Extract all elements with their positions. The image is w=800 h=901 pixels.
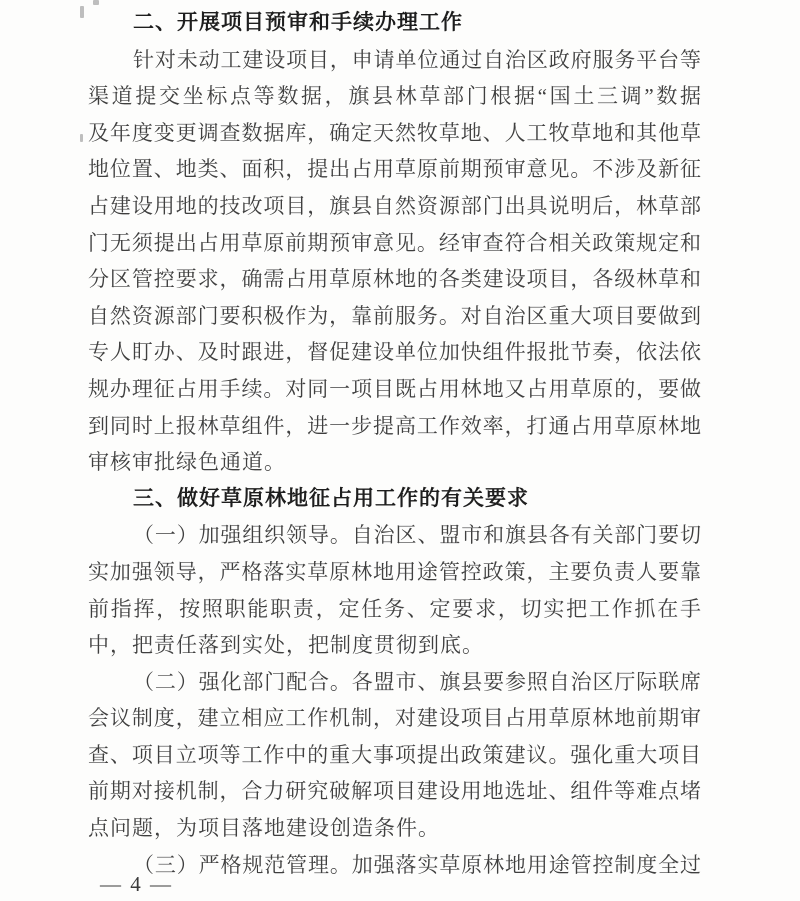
body-text-line: 分区管控要求，确需占用草原林地的各类建设项目，各级林草和 xyxy=(88,267,701,292)
section-heading: 三、做好草原林地征占用工作的有关要求 xyxy=(133,486,529,510)
body-text-line: 查、项目立项等工作中的重大事项提出政策建议。强化重大项目 xyxy=(88,742,701,767)
body-text-line: （一）加强组织领导。自治区、盟市和旗县各有关部门要切 xyxy=(133,523,701,548)
scan-speck xyxy=(80,6,84,18)
body-text-line: 专人盯办、及时跟进，督促建设单位加快组件报批节奏，依法依 xyxy=(88,340,701,365)
body-text-line: 地位置、地类、面积，提出占用草原前期预审意见。不涉及新征 xyxy=(88,157,701,182)
body-text-line: 审核审批绿色通道。 xyxy=(88,450,286,475)
body-text-line: 到同时上报林草组件，进一步提高工作效率，打通占用草原林地 xyxy=(88,413,701,438)
body-text-line: 门无须提出占用草原前期预审意见。经审查符合相关政策规定和 xyxy=(88,230,701,255)
document-body xyxy=(88,5,701,883)
body-text-line: 实加强领导，严格落实草原林地用途管控政策，主要负责人要靠 xyxy=(88,559,701,584)
scan-speck xyxy=(93,0,99,5)
body-text-line: 前期对接机制，合力研究破解项目建设用地选址、组件等难点堵 xyxy=(88,779,701,804)
body-text-line: （三）严格规范管理。加强落实草原林地用途管控制度全过 xyxy=(133,852,701,877)
body-text-line: 及年度变更调查数据库，确定天然牧草地、人工牧草地和其他草 xyxy=(88,120,701,145)
body-text-line: 占建设用地的技改项目，旗县自然资源部门出具说明后，林草部 xyxy=(88,193,701,218)
scan-speck xyxy=(80,134,83,142)
body-text-line: 会议制度，建立相应工作机制，对建设项目占用草原林地前期审 xyxy=(88,706,701,731)
body-text-line: 前指挥，按照职能职责，定任务、定要求，切实把工作抓在手 xyxy=(88,596,701,621)
page-number: — 4 — xyxy=(100,872,173,896)
body-text-line: 中，把责任落到实处，把制度贯彻到底。 xyxy=(88,633,484,658)
body-text-line: 自然资源部门要积极作为，靠前服务。对自治区重大项目要做到 xyxy=(88,303,701,328)
section-heading: 二、开展项目预审和手续办理工作 xyxy=(133,11,463,34)
body-text-line: （二）强化部门配合。各盟市、旗县要参照自治区厅际联席 xyxy=(133,669,701,694)
body-text-line: 点问题，为项目落地建设创造条件。 xyxy=(88,816,440,841)
body-text-line: 针对未动工建设项目，申请单位通过自治区政府服务平台等 xyxy=(133,47,701,72)
body-text-line: 规办理征占用手续。对同一项目既占用林地又占用草原的，要做 xyxy=(88,376,701,401)
body-text-line: 渠道提交坐标点等数据，旗县林草部门根据“国土三调”数据 xyxy=(88,84,701,109)
